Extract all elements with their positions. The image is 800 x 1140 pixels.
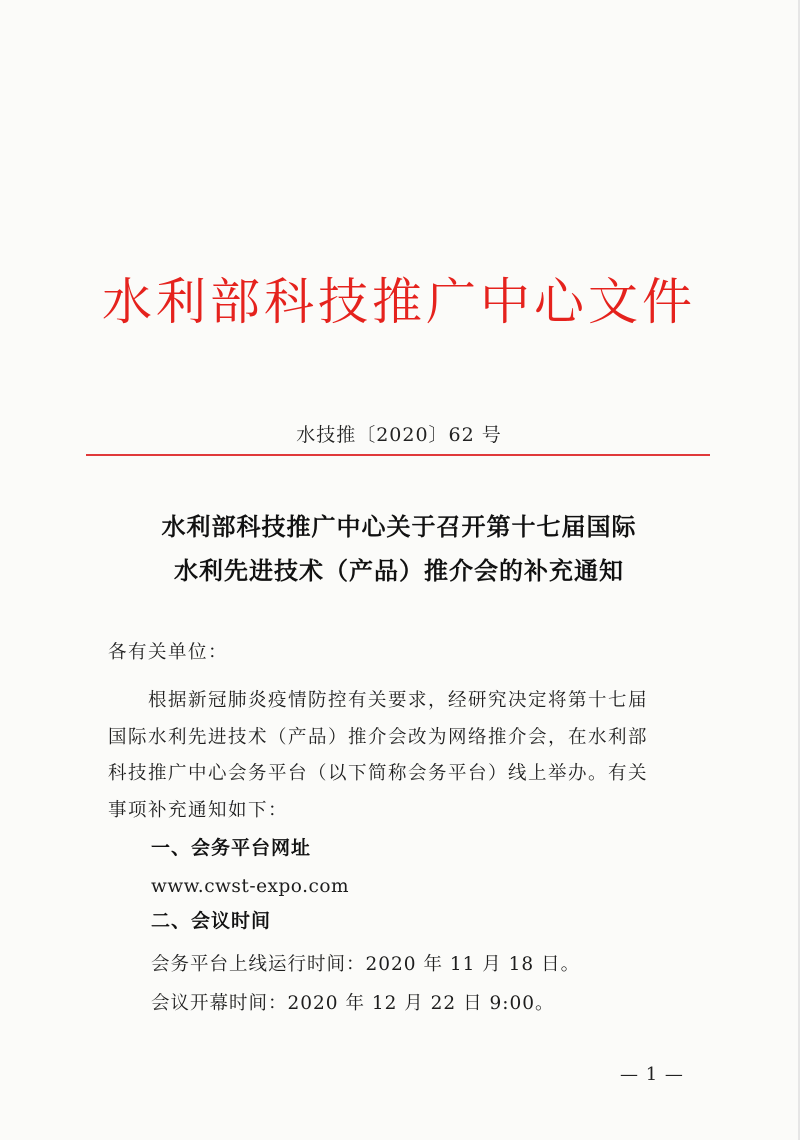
section-1-heading: 一、会务平台网址: [151, 837, 312, 859]
section-2-heading: 二、会议时间: [151, 910, 272, 932]
issuing-organization-title: 水利部科技推广中心文件: [102, 273, 696, 331]
notice-title: [60, 505, 738, 593]
paragraph-line: 科技推广中心会务平台（以下简称会务平台）线上举办。有关: [108, 763, 649, 784]
notice-title-line-1: 水利部科技推广中心关于召开第十七届国际: [161, 513, 637, 541]
red-divider-line: [86, 454, 710, 456]
platform-launch-time: 会务平台上线运行时间：2020 年 11 月 18 日。: [151, 954, 581, 975]
platform-url: www.cwst-expo.com: [151, 876, 350, 897]
paragraph-line: 国际水利先进技术（产品）推介会改为网络推介会，在水利部: [108, 726, 649, 748]
paragraph-line: 根据新冠肺炎疫情防控有关要求，经研究决定将第十七届: [148, 690, 649, 711]
intro-paragraph: [108, 683, 718, 829]
paragraph-line: 事项补充通知如下：: [108, 799, 289, 821]
document-number: 水技推〔2020〕62 号: [296, 424, 502, 446]
page-number: — 1 —: [620, 1064, 684, 1085]
notice-title-line-2: 水利先进技术（产品）推介会的补充通知: [174, 557, 624, 585]
meeting-opening-time: 会议开幕时间：2020 年 12 月 22 日 9:00。: [151, 993, 555, 1014]
salutation: 各有关单位：: [108, 642, 229, 663]
